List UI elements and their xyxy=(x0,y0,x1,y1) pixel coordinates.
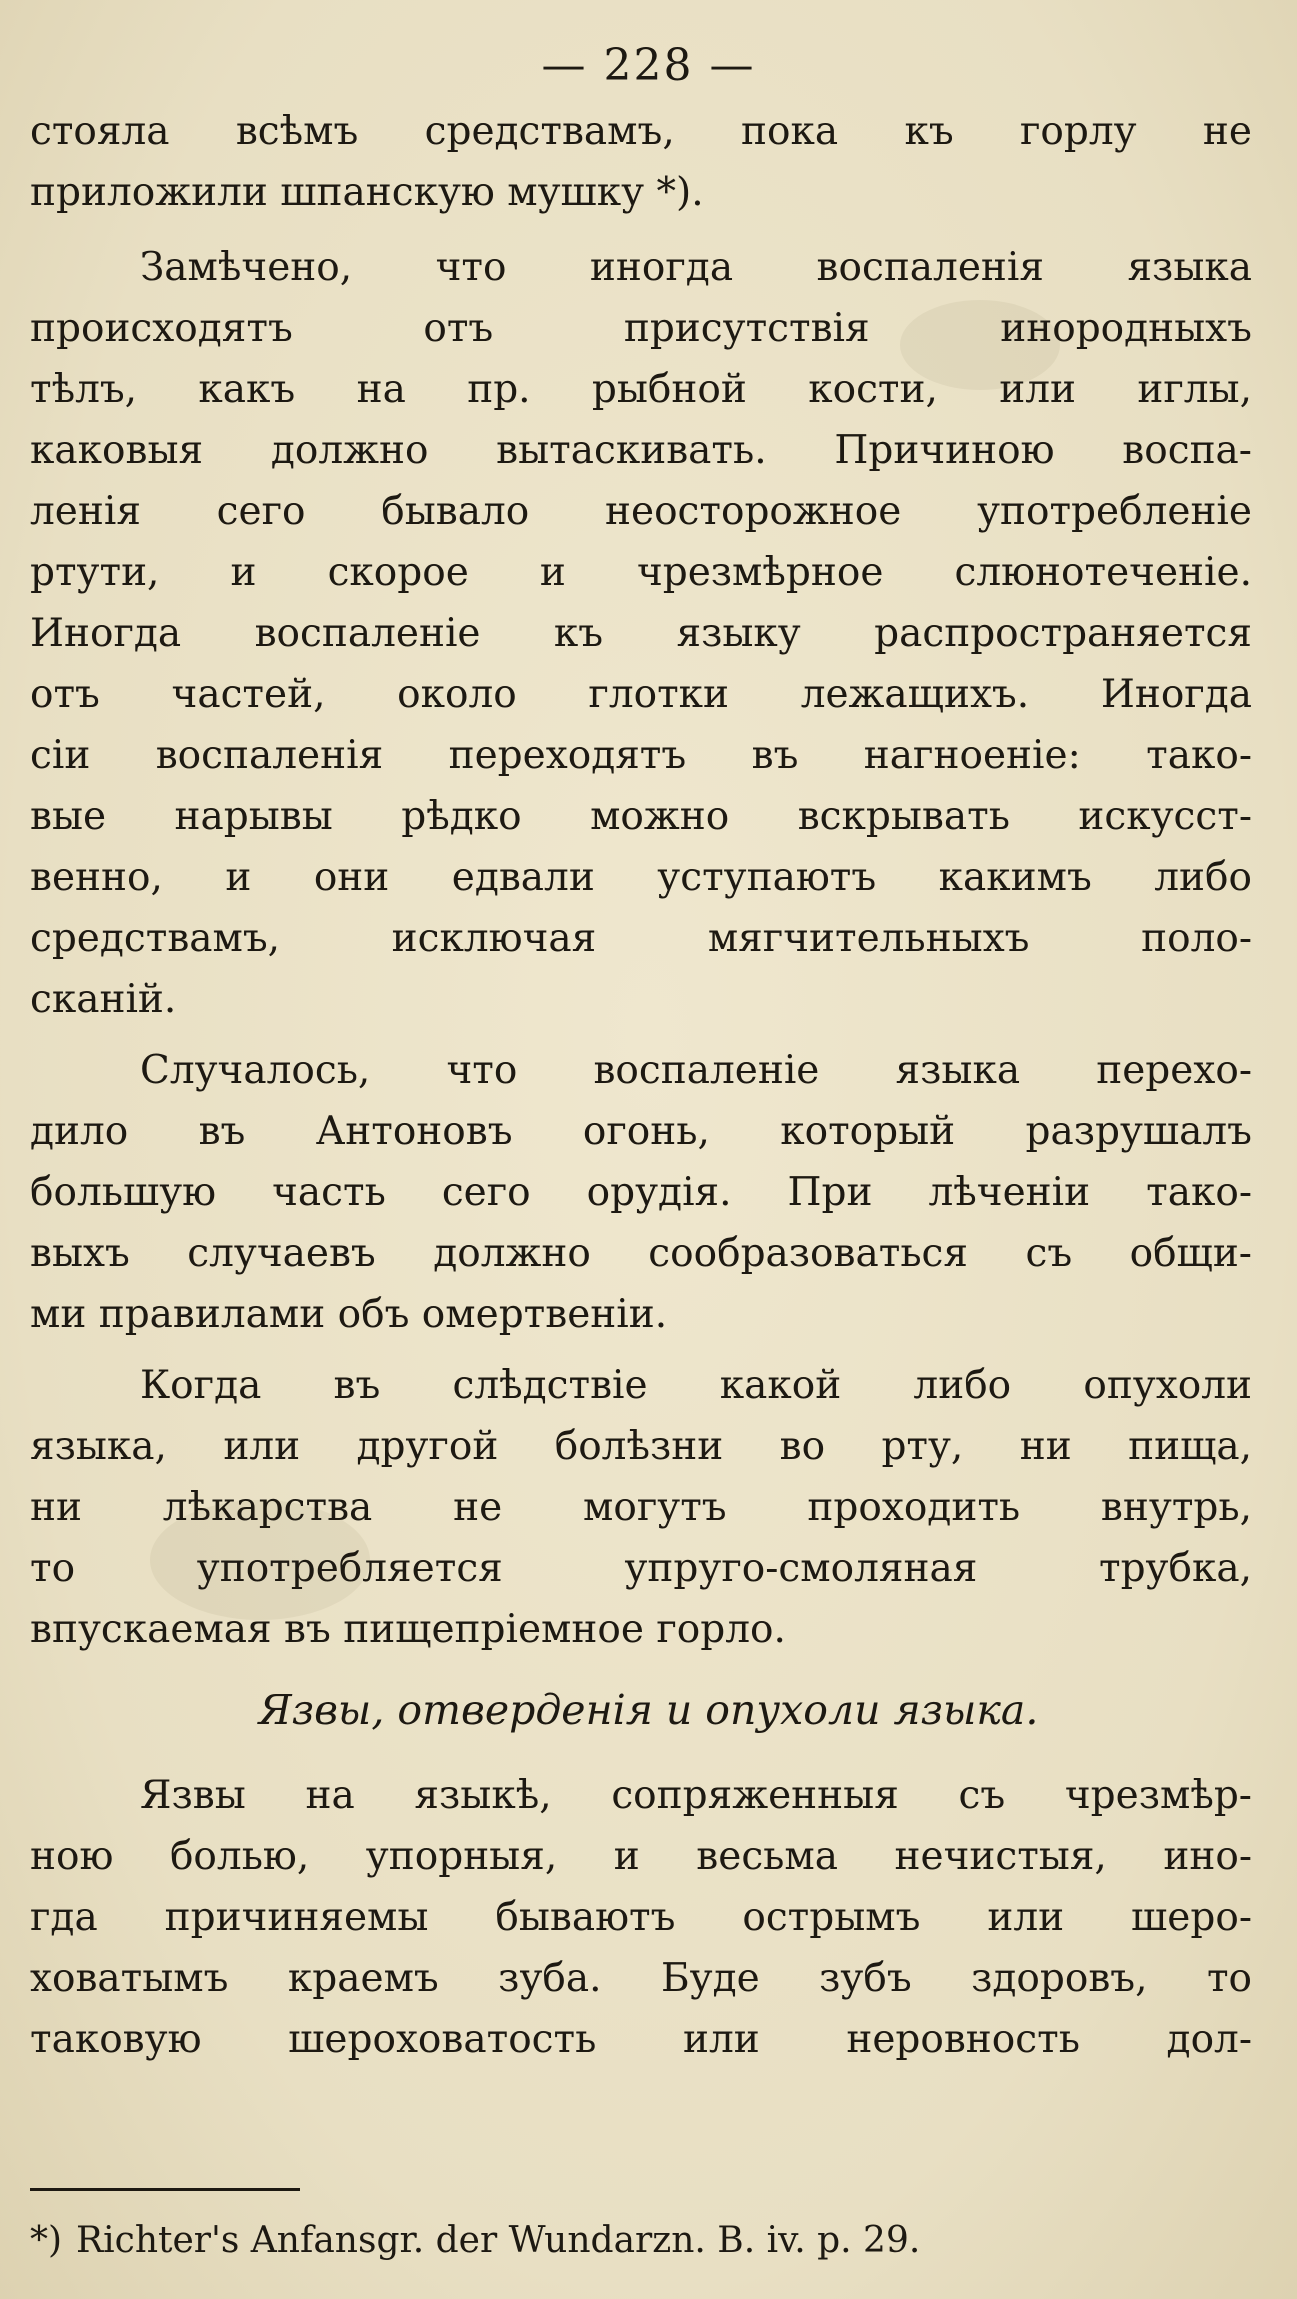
paragraph-continuation xyxy=(30,101,1252,223)
text-line: гда причиняемы бываютъ острымъ или шеро- xyxy=(30,1895,1252,1940)
page-number: — 228 — xyxy=(541,40,756,91)
text-line: вые нарывы рѣдко можно вскрывать искусст- xyxy=(30,794,1252,839)
text-line: ною болью, упорныя, и весьма нечистыя, ино- xyxy=(30,1834,1252,1879)
footnote xyxy=(30,2212,1252,2270)
text-line: большую часть сего орудія. При лѣченіи тако- xyxy=(30,1170,1252,1215)
text-line: отъ частей, около глотки лежащихъ. Иногда xyxy=(30,672,1252,717)
section-heading: Язвы, отверденія и опухоли языка. xyxy=(258,1686,1039,1734)
text-line: Язвы на языкѣ, сопряженныя съ чрезмѣр- xyxy=(140,1773,1252,1818)
text-line: ми правилами объ омертвеніи. xyxy=(30,1292,668,1337)
text-line: средствамъ, исключая мягчительныхъ поло- xyxy=(30,916,1252,961)
text-line: Случалось, что воспаленіе языка перехо- xyxy=(140,1048,1252,1093)
text-line: каковыя должно вытаскивать. Причиною воспа- xyxy=(30,428,1252,473)
paragraph xyxy=(30,1040,1252,1345)
footnote-rule xyxy=(30,2188,300,2191)
text-line: тѣлъ, какъ на пр. рыбной кости, или иглы, xyxy=(30,367,1252,412)
footnote-marker: *) xyxy=(30,2220,63,2261)
footnote-text: Richter's Anfansgr. der Wundarzn. B. iv. p. 29. xyxy=(76,2220,921,2261)
text-line: выхъ случаевъ должно сообразоваться съ общи- xyxy=(30,1231,1252,1276)
text-line: впускаемая въ пищепріемное горло. xyxy=(30,1607,786,1652)
text-line: венно, и они едвали уступаютъ какимъ либо xyxy=(30,855,1252,900)
text-line: стояла всѣмъ средствамъ, пока къ горлу не xyxy=(30,109,1252,154)
paragraph xyxy=(30,1355,1252,1660)
text-line: то употребляется упруго-смоляная трубка, xyxy=(30,1546,1252,1591)
text-line: ртути, и скорое и чрезмѣрное слюнотеченіе. xyxy=(30,550,1252,595)
text-line: ховатымъ краемъ зуба. Буде зубъ здоровъ, то xyxy=(30,1956,1252,2001)
text-line: таковую шероховатость или неровность дол- xyxy=(30,2017,1252,2062)
text-line: сіи воспаленія переходятъ въ нагноеніе: тако- xyxy=(30,733,1252,778)
text-line: Когда въ слѣдствіе какой либо опухоли xyxy=(140,1363,1252,1408)
text-line: происходятъ отъ присутствія инородныхъ xyxy=(30,306,1252,351)
text-line: ни лѣкарства не могутъ проходить внутрь, xyxy=(30,1485,1252,1530)
text-line: приложили шпанскую мушку *). xyxy=(30,170,704,215)
text-line: сканій. xyxy=(30,977,177,1022)
text-line: Иногда воспаленіе къ языку распространяется xyxy=(30,611,1252,656)
text-line: ленія сего бывало неосторожное употребленіе xyxy=(30,489,1252,534)
text-line: языка, или другой болѣзни во рту, ни пища, xyxy=(30,1424,1252,1469)
paragraph xyxy=(30,1765,1252,2070)
text-line: Замѣчено, что иногда воспаленія языка xyxy=(140,245,1252,290)
text-line: дило въ Антоновъ огонь, который разрушалъ xyxy=(30,1109,1252,1154)
paragraph xyxy=(30,237,1252,1030)
